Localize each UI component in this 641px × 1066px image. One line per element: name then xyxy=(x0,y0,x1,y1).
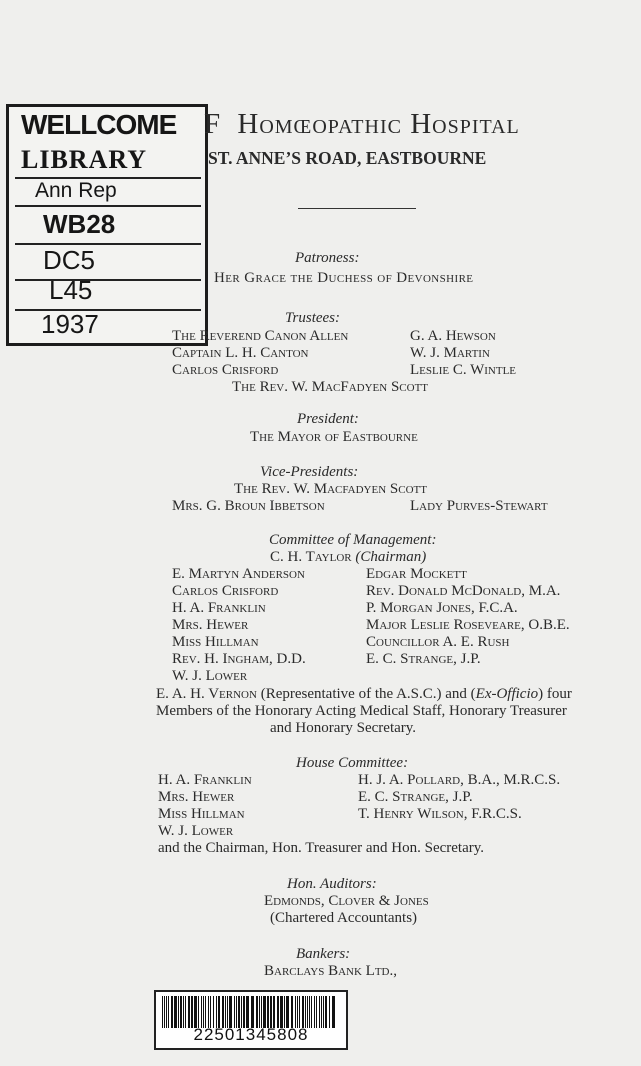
note-text-b: ) four xyxy=(538,686,572,702)
stamp-line-class2: DC5 xyxy=(43,245,96,275)
library-stamp xyxy=(6,104,208,346)
stamp-line-library: LIBRARY xyxy=(21,145,147,174)
header-divider xyxy=(298,208,416,209)
house-right-1: H. J. A. Pollard, B.A., M.R.C.S. xyxy=(358,772,561,788)
page-title xyxy=(204,108,520,141)
stamp-line-class1: WB28 xyxy=(43,209,116,239)
committee-left-1: E. Martyn Anderson xyxy=(172,566,305,582)
chairman-role: (Chairman) xyxy=(355,549,427,565)
vernon-name: E. A. H. Vernon xyxy=(156,686,257,702)
trustee-bottom: The Rev. W. MacFadyen Scott xyxy=(232,379,429,395)
committee-right-2: Rev. Donald McDonald, M.A. xyxy=(366,583,561,599)
auditors-name: Edmonds, Clover & Jones xyxy=(264,893,429,909)
auditors-heading: Hon. Auditors: xyxy=(287,876,377,892)
chairman-name: C. H. Taylor xyxy=(270,549,352,565)
stamp-line-year: 1937 xyxy=(41,309,99,339)
trustee-right-2: W. J. Martin xyxy=(410,345,490,361)
bankers-name: Barclays Bank Ltd., xyxy=(264,963,397,979)
committee-heading: Committee of Management: xyxy=(269,532,437,548)
auditors-note: (Chartered Accountants) xyxy=(270,910,418,926)
trustee-right-3: Leslie C. Wintle xyxy=(410,362,517,378)
house-left-3: Miss Hillman xyxy=(158,806,245,822)
committee-left-3: H. A. Franklin xyxy=(172,600,266,616)
committee-left-5: Miss Hillman xyxy=(172,634,259,650)
house-left-1: H. A. Franklin xyxy=(158,772,252,788)
vice-president-right: Lady Purves-Stewart xyxy=(410,498,548,514)
patroness-name: Her Grace the Duchess of Devonshire xyxy=(214,270,474,286)
title-text: Homœopathic Hospital xyxy=(237,108,520,140)
president-heading: President: xyxy=(297,411,359,427)
committee-left-6: Rev. H. Ingham, D.D. xyxy=(172,651,306,667)
note-text-a: (Representative of the A.S.C.) and ( xyxy=(260,686,476,702)
house-left-4: W. J. Lower xyxy=(158,823,234,839)
stamp-line-wellcome: WELLCOME xyxy=(21,109,177,140)
house-right-2: E. C. Strange, J.P. xyxy=(358,789,473,805)
note-ex-officio: Ex-Officio xyxy=(475,686,539,702)
address: ST. ANNE’S ROAD, EASTBOURNE xyxy=(208,148,487,168)
bankers-heading: Bankers: xyxy=(296,946,351,962)
house-right-3: T. Henry Wilson, F.R.C.S. xyxy=(358,806,522,822)
barcode-bars xyxy=(162,996,338,1028)
committee-chairman xyxy=(270,549,426,566)
barcode-number: 22501345808 xyxy=(193,1025,309,1044)
president-name: The Mayor of Eastbourne xyxy=(250,429,418,445)
patroness-heading: Patroness: xyxy=(295,250,360,266)
barcode-label xyxy=(154,990,348,1050)
committee-right-6: E. C. Strange, J.P. xyxy=(366,651,481,667)
stamp-line-annrep: Ann Rep xyxy=(35,179,117,202)
committee-left-4: Mrs. Hewer xyxy=(172,617,249,633)
vice-presidents-heading: Vice-Presidents: xyxy=(260,464,359,480)
title-prefix: F xyxy=(204,108,221,140)
committee-left-7: W. J. Lower xyxy=(172,668,248,684)
vice-president-left: Mrs. G. Broun Ibbetson xyxy=(172,498,325,514)
house-left-2: Mrs. Hewer xyxy=(158,789,235,805)
committee-note-line1 xyxy=(156,686,572,703)
committee-note-line3: and Honorary Secretary. xyxy=(270,720,417,736)
stamp-line-class3: L45 xyxy=(49,275,93,305)
committee-left-2: Carlos Crisford xyxy=(172,583,279,599)
trustee-left-1: The Reverend Canon Allen xyxy=(172,328,349,344)
trustee-left-3: Carlos Crisford xyxy=(172,362,279,378)
house-committee-footer: and the Chairman, Hon. Treasurer and Hon. Secretary. xyxy=(158,840,485,856)
trustees-heading: Trustees: xyxy=(285,310,341,326)
committee-note-line2: Members of the Honorary Acting Medical Staff, Honorary Treasurer xyxy=(156,703,567,719)
trustee-left-2: Captain L. H. Canton xyxy=(172,345,309,361)
committee-right-1: Edgar Mockett xyxy=(366,566,467,582)
house-committee-heading: House Committee: xyxy=(296,755,409,771)
trustee-right-1: G. A. Hewson xyxy=(410,328,496,344)
vice-president-1: The Rev. W. Macfadyen Scott xyxy=(234,481,427,497)
committee-right-4: Major Leslie Roseveare, O.B.E. xyxy=(366,617,570,633)
committee-right-5: Councillor A. E. Rush xyxy=(366,634,510,650)
committee-right-3: P. Morgan Jones, F.C.A. xyxy=(366,600,518,616)
